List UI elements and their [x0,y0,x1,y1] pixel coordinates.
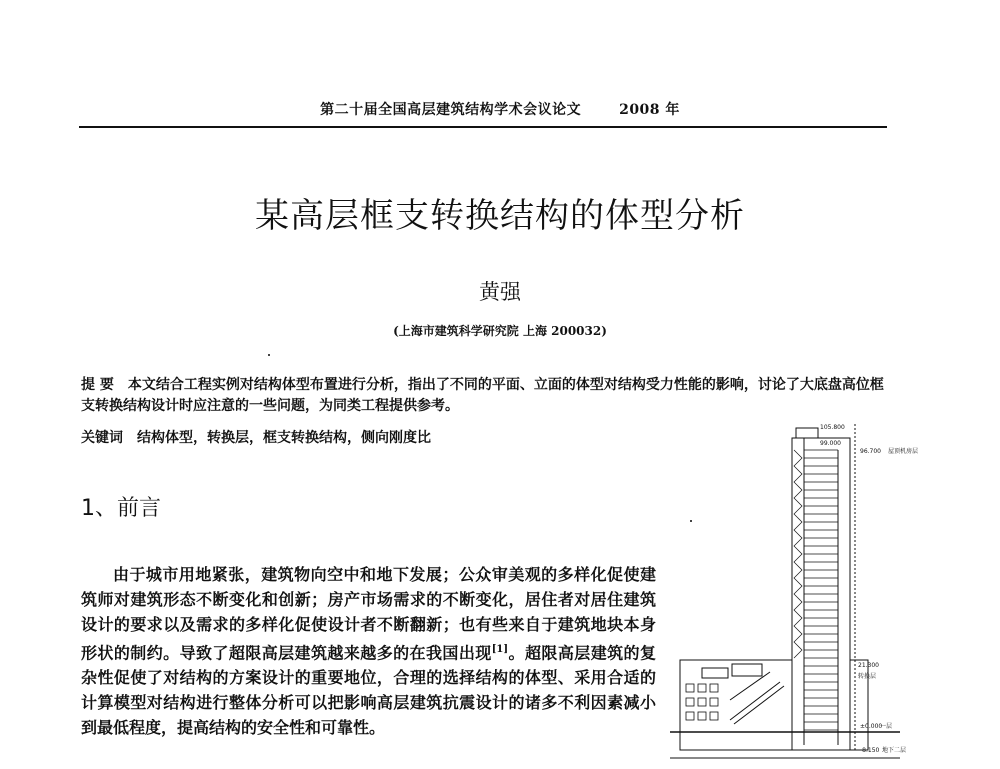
podium-window [698,698,706,706]
floor-label: 一层 [880,723,893,730]
elevation-label: 99.000 [820,440,841,447]
header-text: 第二十届全国高层建筑结构学术会议论文 [320,102,582,118]
building-elevation-figure [670,420,970,765]
section-heading: 1、前言 [81,496,161,521]
facade-zigzag [794,450,802,658]
podium-window [686,684,694,692]
elevation-label: ±0.000 [860,723,883,730]
citation: [1] [491,644,509,655]
abstract-label: 提 要 [81,377,114,393]
author: 黄强 [479,280,521,304]
affiliation: (上海市建筑科学研究院 上海 200032) [393,324,607,338]
para-text-a: 由于城市用地紧张，建筑物向空中和地下发展；公众审美观的多样化促使建筑师对建筑形态不断变化和创新；房产市场需求的不断变化，居住者对居住建筑设计的要求以及需求的多样化促使设计者不断翻新；也有些来自于建筑地块本身形状的制约。导致了超限高层建筑越来越多的在我国出现 [81,565,656,663]
keywords [81,428,641,449]
podium-window [686,698,694,706]
podium-window [710,684,718,692]
podium-roof-structure [732,664,762,676]
elevation-label: 105.800 [820,424,845,431]
podium-window [698,684,706,692]
keywords-text: 结构体型，转换层，框支转换结构，侧向刚度比 [137,430,431,446]
floor-label: 屋顶机房层 [888,448,919,455]
podium-window [686,712,694,720]
elevation-label: -8.150 [860,747,880,754]
podium-window [710,712,718,720]
header-rule [79,126,887,128]
intro-paragraph [81,562,656,740]
scan-speck [268,354,270,356]
keywords-label: 关键词 [81,430,123,446]
para-text-b: 。超限高层建筑的复杂性促使了对结构的方案设计的重要地位，合理的选择结构的体型、采用合适的计算模型对结构进行整体分析可以把影响高层建筑抗震设计的诸多不利因素减小到最低程度，提高结构的安全性和可靠性。 [81,643,656,738]
floor-label: 转换层 [858,673,877,680]
podium-outline [680,660,792,750]
elevation-label: 96.700 [860,448,881,455]
header-year: 2008 年 [619,102,680,118]
podium-window [710,698,718,706]
podium-roof-structure [702,668,728,678]
abstract-text: 本文结合工程实例对结构体型布置进行分析，指出了不同的平面、立面的体型对结构受力性能的影响，讨论了大底盘高位框支转换结构设计时应注意的一些问题，为同类工程提供参考。 [81,377,884,414]
running-header [0,99,1000,119]
podium-window [698,712,706,720]
floor-label: 地下二层 [882,747,907,754]
elevation-label: 21.300 [858,662,879,669]
abstract [81,375,886,417]
elevation-drawing [670,420,970,765]
roof-machine-room [796,428,818,438]
paper-title: 某高层框支转换结构的体型分析 [255,196,745,236]
stair-line [730,682,780,720]
